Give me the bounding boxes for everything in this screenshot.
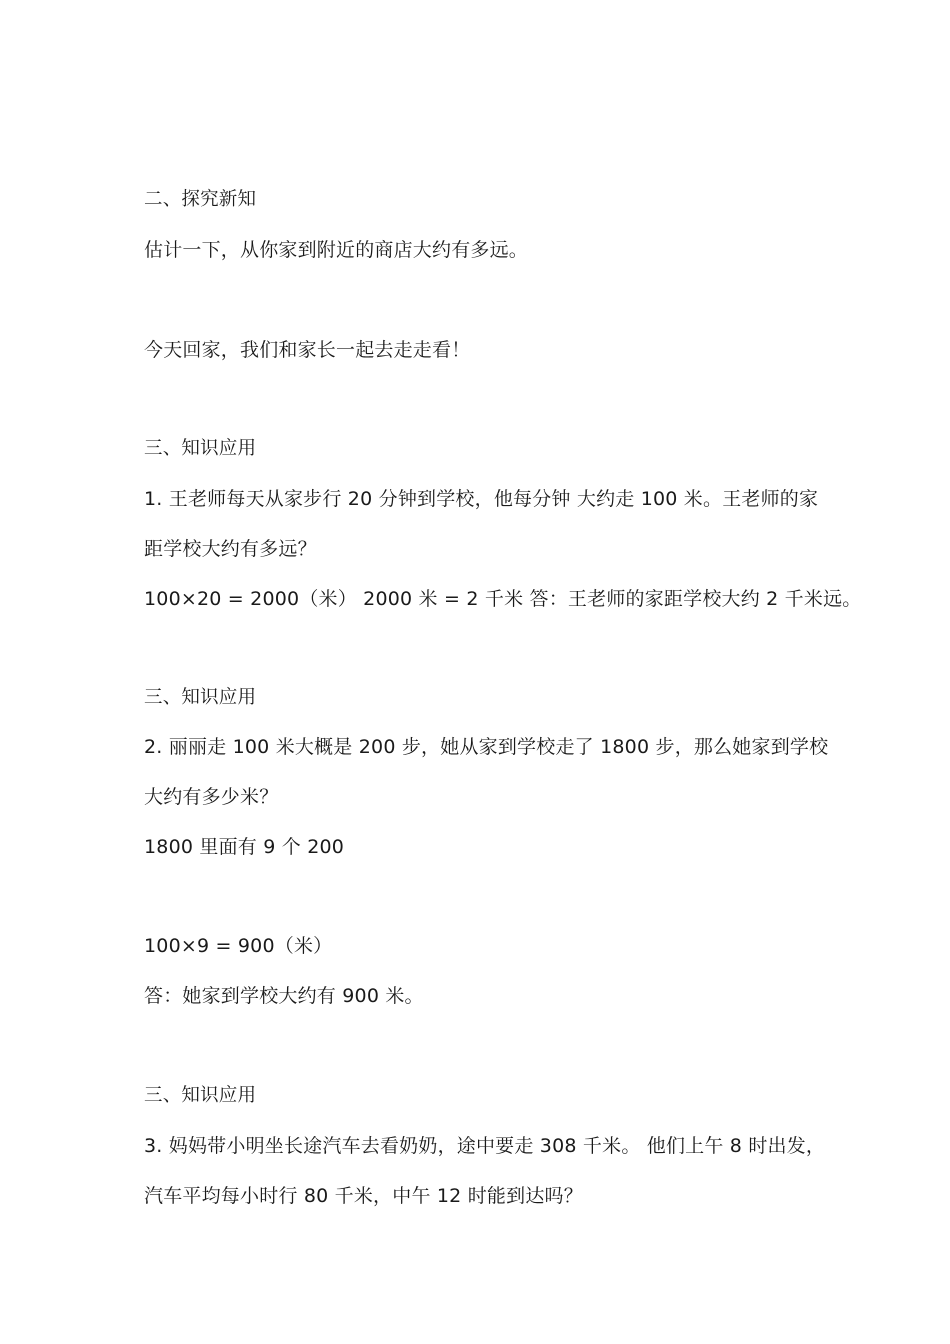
problem-1-answer: 100×20 = 2000（米） 2000 米 = 2 千米 答：王老师的家距学校大约 2 千米远。 — [144, 588, 862, 610]
section-heading-apply: 三、知识应用 — [144, 438, 257, 459]
problem-1-line-1: 1. 王老师每天从家步行 20 分钟到学校，他每分钟 大约走 100 米。王老师的家 — [144, 488, 819, 510]
problem-2-answer: 答：她家到学校大约有 900 米。 — [144, 985, 424, 1007]
problem-3-line-2: 汽车平均每小时行 80 千米，中午 12 时能到达吗？ — [144, 1185, 583, 1207]
problem-1-line-2: 距学校大约有多远？ — [144, 538, 317, 560]
problem-3-line-1: 3. 妈妈带小明坐长途汽车去看奶奶，途中要走 308 千米。 他们上午 8 时出发， — [144, 1135, 826, 1157]
text-line: 估计一下，从你家到附近的商店大约有多远。 — [144, 239, 529, 261]
section-heading-apply: 三、知识应用 — [144, 687, 257, 708]
section-heading-apply: 三、知识应用 — [144, 1085, 257, 1106]
problem-2-step-2: 100×9 = 900（米） — [144, 935, 333, 957]
problem-2-line-1: 2. 丽丽走 100 米大概是 200 步，她从家到学校走了 1800 步，那么她家到学校 — [144, 736, 829, 758]
problem-2-step-1: 1800 里面有 9 个 200 — [144, 836, 345, 858]
problem-2-line-2: 大约有多少米？ — [144, 786, 279, 808]
section-heading-explore: 二、探究新知 — [144, 189, 257, 210]
text-line: 今天回家，我们和家长一起去走走看！ — [144, 339, 471, 361]
